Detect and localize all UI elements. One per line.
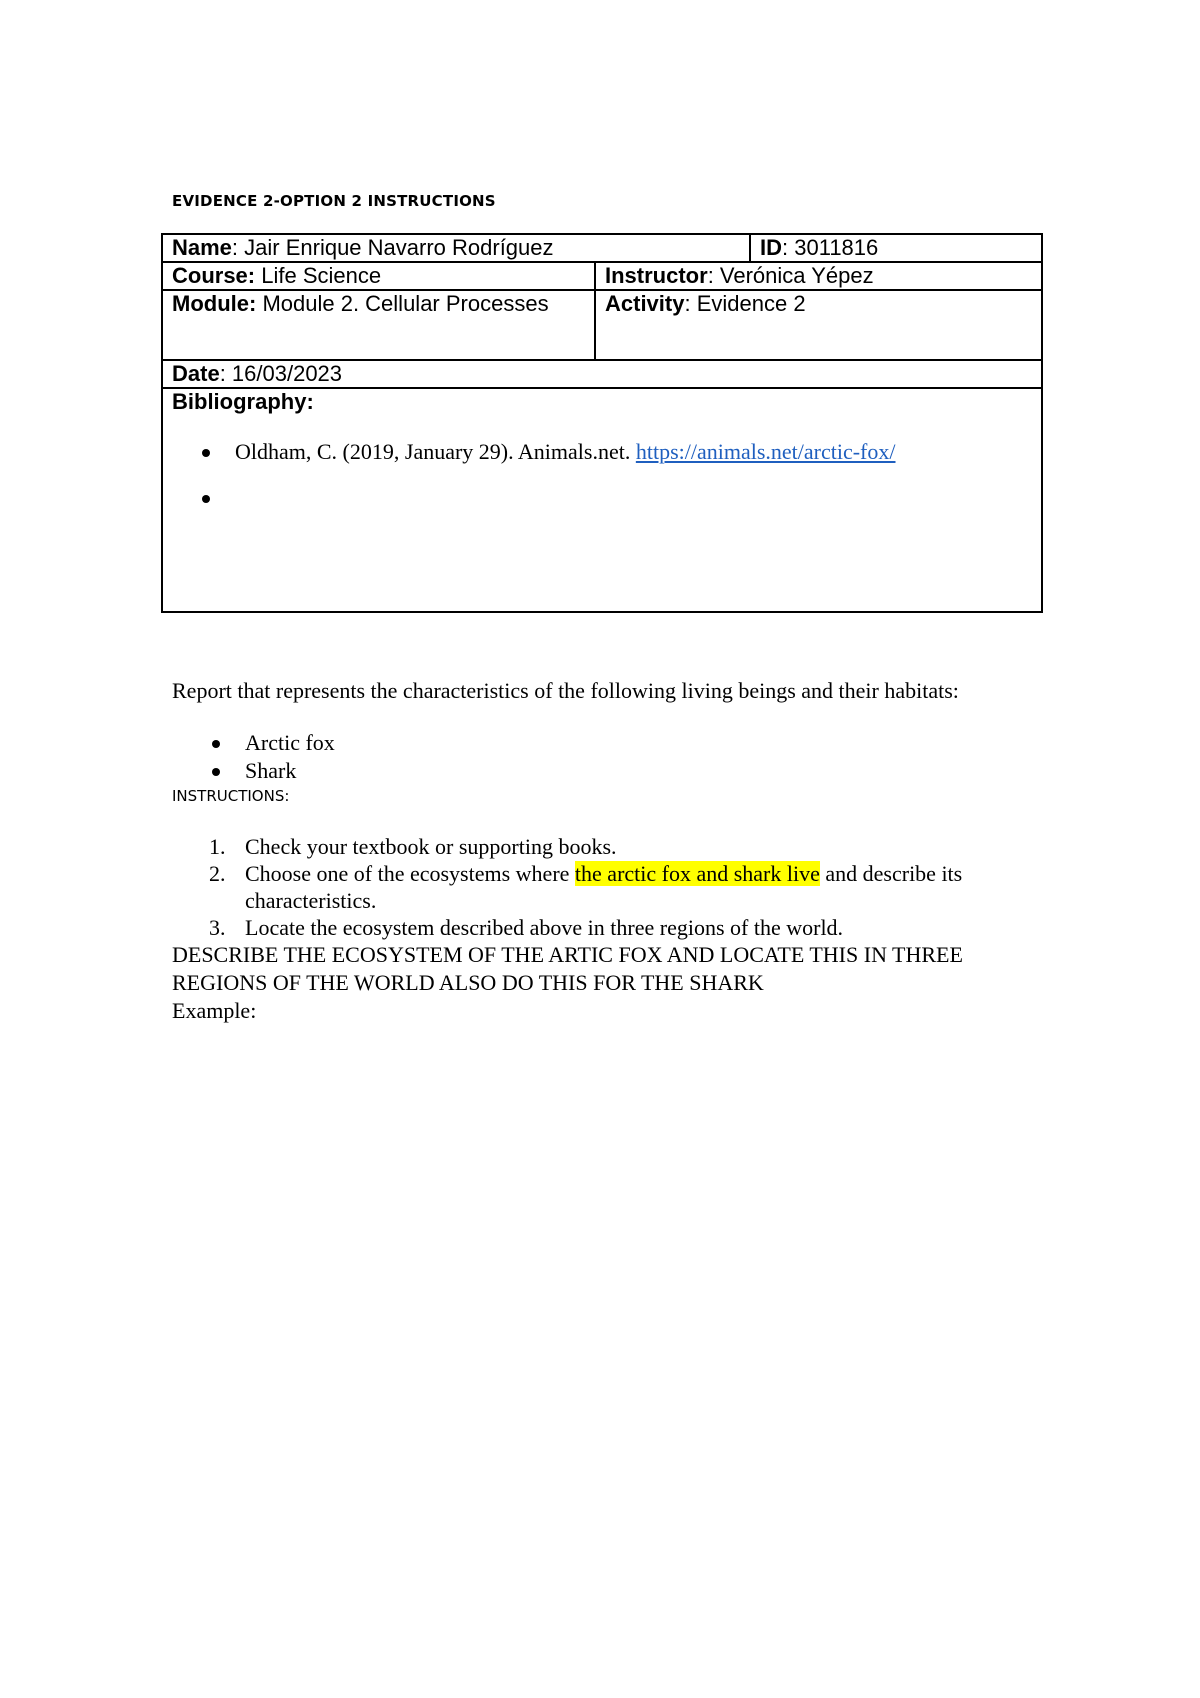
date-value: : 16/03/2023 (219, 361, 343, 386)
step-text: Choose one of the ecosystems where (245, 861, 575, 886)
bibliography-text: Oldham, C. (2019, January 29). Animals.net. (235, 439, 636, 464)
bibliography-item (235, 483, 1032, 513)
instruction-step (209, 833, 1032, 860)
instruction-step (209, 914, 1032, 941)
activity-cell (595, 290, 1042, 360)
step-text: Check your textbook or supporting books. (245, 834, 617, 859)
report-body (172, 677, 1032, 1025)
activity-value: : Evidence 2 (684, 291, 806, 316)
bibliography-item (235, 437, 1032, 467)
caps-note: DESCRIBE THE ECOSYSTEM OF THE ARTIC FOX AND LOCATE THIS IN THREE REGIONS OF THE WORLD ALSO DO THIS FOR THE SHARK (172, 942, 963, 995)
step-text: and describe its characteristics. (245, 861, 963, 913)
module-value: Module 2. Cellular Processes (256, 291, 549, 316)
module-cell (162, 290, 595, 360)
module-label: Module: (172, 291, 257, 316)
instructor-label: Instructor (605, 263, 708, 288)
step-text: Locate the ecosystem described above in three regions of the world. (245, 915, 844, 940)
list-item: Arctic fox (245, 729, 1032, 757)
id-label: ID (760, 235, 783, 260)
instructor-value: : Verónica Yépez (707, 263, 874, 288)
date-cell (162, 360, 1042, 388)
id-value: : 3011816 (782, 235, 879, 260)
bibliography-cell (162, 388, 1042, 612)
course-value: Life Science (255, 263, 382, 288)
list-item: Shark (245, 757, 1032, 785)
student-info-table (161, 233, 1043, 613)
name-value: : Jair Enrique Navarro Rodríguez (231, 235, 554, 260)
course-label: Course: (172, 263, 256, 288)
step-number: 2. (209, 861, 226, 886)
highlighted-text: the arctic fox and shark live (574, 861, 820, 886)
step-number: 3. (209, 915, 226, 940)
name-label: Name (172, 235, 232, 260)
id-cell (750, 234, 1042, 262)
instructions-list (172, 833, 1032, 941)
instructor-cell (595, 262, 1042, 290)
document-title: EVIDENCE 2-OPTION 2 INSTRUCTIONS (172, 192, 496, 210)
name-cell (162, 234, 750, 262)
bibliography-link[interactable]: https://animals.net/arctic-fox/ (635, 439, 896, 464)
instructions-heading: INSTRUCTIONS: (172, 787, 290, 805)
report-intro: Report that represents the characteristics of the following living beings and their habitats: (172, 678, 959, 703)
instruction-step (209, 860, 1032, 914)
activity-label: Activity (605, 291, 685, 316)
bibliography-label: Bibliography: (172, 389, 314, 414)
example-label: Example: (172, 998, 257, 1023)
date-label: Date (172, 361, 220, 386)
step-number: 1. (209, 834, 226, 859)
bibliography-list (172, 437, 1032, 513)
living-beings-list (172, 729, 1032, 785)
